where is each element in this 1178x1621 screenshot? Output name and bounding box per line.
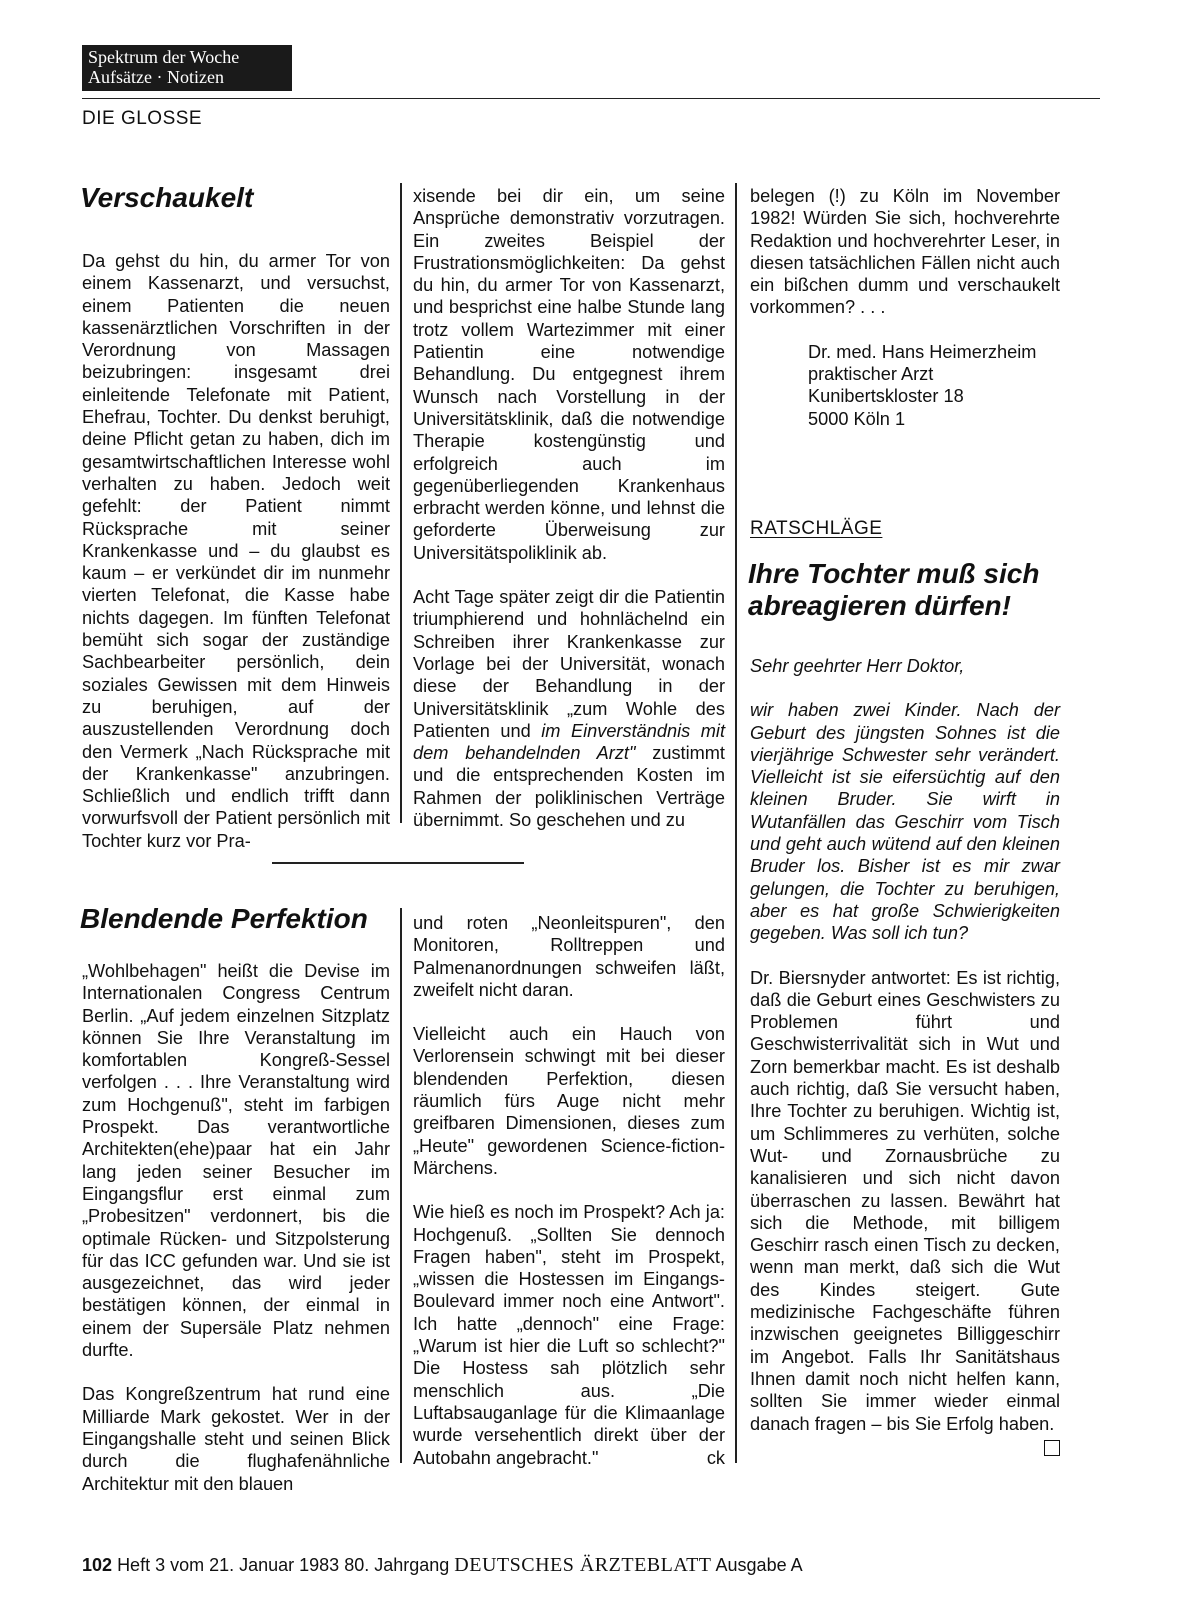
article1-paragraph [413,586,725,831]
article2-text: Wie hieß es noch im Prospekt? Ach ja: Hochgenuß. „Sollten Sie dennoch Fragen haben", steht im Prospekt, „wissen die Hostessen im Eingangs-Boulevard immer noch eine Antwort". Ich hatte „dennoch" eine Frage: „Warum ist hier die Luft so schlecht?" Die Hostess sah plötzlich sehr menschlich aus. „Die Luftabsauganlage für die Klimaanlage wurde versehentlich direkt über der Autobahn angebracht." [413,1202,725,1468]
article1-text: Acht Tage später zeigt dir die Patientin triumphierend und hohnlächelnd ein Schreiben ihrer Krankenkasse zur Vorlage bei der Universität, wonach diese der Behandlung in der Universitätsklinik „zum Wohle des Patienten und [413,587,725,741]
edition: Ausgabe A [715,1555,803,1575]
article1-paragraph: xisende bei dir ein, um seine Ansprüche demonstrativ vorzutragen. Ein zweites Beispiel der Frustrationsmöglichkeiten: Da gehst du hin, du armer Tor von Kassenarzt, und besprichst eine halbe Stunde lang trotz vollem Wartezimmer mit einer Patientin eine notwendige Behandlung. Du entgegnest ihrem Wunsch nach Vorstellung in der Universitätsklinik, daß die notwendige Therapie kostengünstig und erfolgreich auch im gegenüberliegenden Krankenhaus erbracht werden könne, und lehnst die geforderte Überweisung zur Universitätspoliklinik ab. [413,186,725,563]
letter-salutation: Sehr geehrter Herr Doktor, [750,656,965,676]
headline-line: Ihre Tochter muß sich [748,558,1040,589]
letter-body: wir haben zwei Kinder. Nach der Geburt des jüngsten Sohnes ist die vierjährige Schwester sehr verändert. Vielleicht ist sie eifersüchtig auf den kleinen Bruder. Sie wirft in Wutanfällen das Geschirr vom Tisch und geht auch wütend auf den kleinen Bruder los. Bisher ist es mir zwar gelungen, die Tochter zu beruhigen, aber es hat große Schwierigkeiten gegeben. Was soll ich tun? [750,700,1060,944]
article1-column-3 [750,185,1060,430]
article1-paragraph: belegen (!) zu Köln im November 1982! Würden Sie sich, hochverehrte Redaktion und hochverehrter Leser, in diesen tatsächlichen Fällen nicht auch ein bißchen dumm und verschaukelt vorkommen? . . . [750,186,1060,318]
ratschlaege-column [750,655,1060,1456]
headline-verschaukelt: Verschaukelt [80,182,254,213]
author-name: Dr. med. Hans Heimerzheim [808,341,1037,362]
headline-blendende-perfektion: Blendende Perfektion [80,903,368,934]
column-divider [400,908,402,1463]
article2-column-2 [413,912,725,1469]
column-divider [400,183,402,823]
article1-paragraph: Da gehst du hin, du armer Tor von einem Kassenarzt, und versuchst, einem Patienten die neuen kassenärztlichen Vorschriften in der Verordnung von Massagen beizubringen: insgesamt drei einleitende Telefonate mit Patient, Ehefrau, Tochter. Du denkst beruhigt, deine Pflicht getan zu haben, dich im gesamtwirtschaftlichen Interesse wohl verhalten zu haben. Jedoch weit gefehlt: der Patient nimmt Rücksprache mit seiner Krankenkasse und – du glaubst es kaum – er verkündet dir im nunmehr vierten Telefonat, die Kasse habe nichts dagegen. Im fünften Telefonat bemüht sich sogar der zuständige Sachbearbeiter persönlich, dein soziales Gewissen mit dem Hinweis zu beruhigen, auf der auszustellenden Verordnung doch den Vermerk „Nach Rücksprache mit der Krankenkasse" anzubringen. Schließlich und endlich trifft dann vorwurfsvoll der Patient persönlich mit Tochter kurz vor Pra- [82,251,390,851]
page-footer [82,1554,803,1577]
article1-italic-quote: im Einverständnis mit dem behandelnden Arzt" [413,720,725,764]
author-street: Kunibertskloster 18 [808,386,964,407]
article1-column-2 [413,185,725,831]
headline-line: abreagieren dürfen! [748,590,1011,621]
article2-column-1 [82,960,390,1495]
section-label: Spektrum der Woche [88,47,240,67]
article1-column-1 [82,250,390,852]
answer-body [750,967,1060,1435]
end-of-article-box-icon [1044,1440,1060,1456]
header-rule [82,98,1100,99]
page-number: 102 [82,1555,113,1575]
magazine-name: DEUTSCHES ÄRZTEBLATT [454,1554,712,1576]
answer-text: Dr. Biersnyder antwortet: Es ist richtig, daß die Geburt eines Geschwisters zu Problemen führt und Geschwisterrivalität sich in Wut und Zorn bemerkbar macht. Es ist deshalb auch richtig, daß Sie versucht haben, Ihre Tochter zu beruhigen. Wichtig ist, um Schlimmeres zu verhüten, solche Wut- und Zornausbrüche zu kanalisieren und sich nicht davon überraschen zu lassen. Bewährt hat sich die Methode, mit billigem Geschirr rasch einen Tisch zu decken, wenn man merkt, daß sich die Wut des Kindes steigert. Gute medizinische Fachgeschäfte führen inzwischen geeignetes Billiggeschirr im Angebot. Falls Ihr Sanitätshaus Ihnen damit noch nicht helfen kann, sollten Sie immer wieder einmal danach fragen – bis Sie Erfolg haben. [750,967,1060,1434]
article2-author: ck [706,1447,725,1468]
column-divider [735,183,737,1463]
author-title: praktischer Arzt [808,364,934,385]
article2-paragraph: Das Kongreßzentrum hat rund eine Milliarde Mark gekostet. Wer in der Eingangshalle steht und seinen Blick durch die flughafenähnliche Architektur mit den blauen [82,1384,390,1494]
article2-paragraph: „Wohlbehagen" heißt die Devise im Internationalen Congress Centrum Berlin. „Auf jedem einzelnen Sitzplatz können Sie Ihre Veranstaltung im komfortablen Kongreß-Sessel verfolgen . . . Ihre Veranstaltung wird zum Hochgenuß", steht im farbigen Prospekt. Das verantwortliche Architekten(ehe)paar hat ein Jahr lang jeden seiner Besucher im Eingangsflur erst einmal zum „Probesitzen" verdonnert, bis die optimale Rücken- und Sitzpolsterung für das ICC gefunden war. Und sie ist ausgezeichnet, das wird jeder bestätigen können, der einmal in einem der Supersäle Platz nehmen durfte. [82,961,390,1361]
article2-paragraph: Vielleicht auch ein Hauch von Verlorensein schwingt mit bei dieser blendenden Perfektion, diesen räumlich fürs Auge nicht mehr greifbaren Dimensionen, dieses zum „Heute" gewordenen Science-fiction-Märchens. [413,1024,725,1178]
issue-info: Heft 3 vom 21. Januar 1983 80. Jahrgang [117,1555,450,1575]
section-sublabel: Aufsätze · Notizen [88,67,224,87]
article2-paragraph: und roten „Neonleitspuren", den Monitoren, Rolltreppen und Palmenanordnungen schweifen läßt, zweifelt nicht daran. [413,913,725,1000]
author-city: 5000 Köln 1 [808,408,906,429]
kicker-glosse: DIE GLOSSE [82,108,203,129]
article-separator [272,862,524,864]
kicker-ratschlaege: RATSCHLÄGE [750,518,883,539]
article1-text: zustimmt und die entsprechenden Kosten im Rahmen der poliklinischen Verträge übernimmt. So geschehen und zu [413,743,725,831]
section-header [82,45,292,91]
headline-ratschlaege [748,558,1039,622]
author-signature [750,341,1060,430]
article2-paragraph [413,1201,725,1469]
